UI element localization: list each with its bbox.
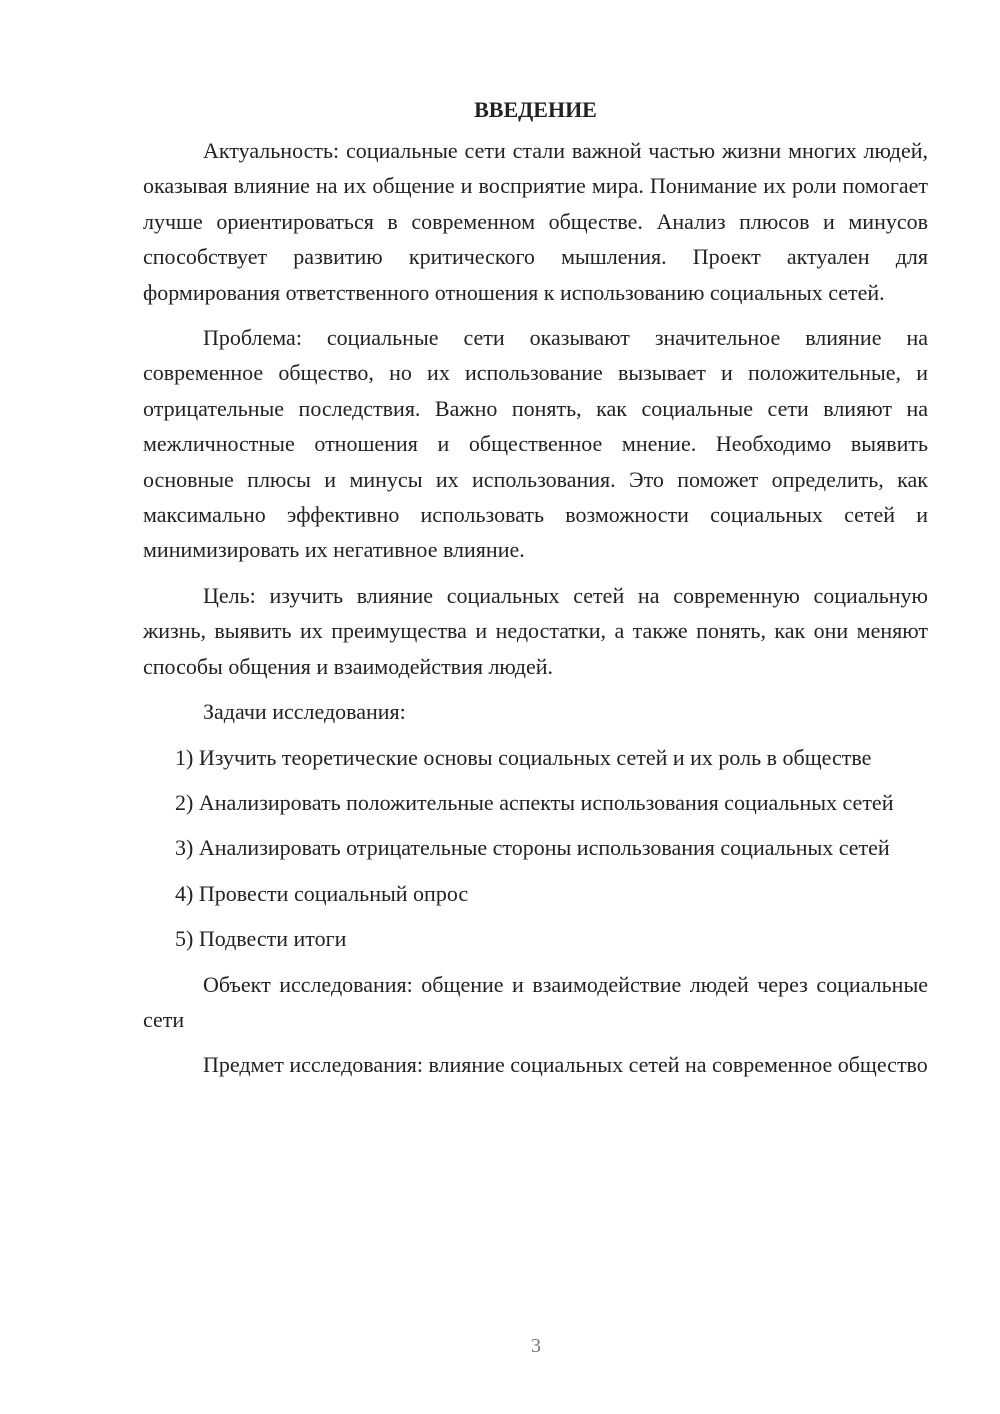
subject-paragraph: Предмет исследования: влияние социальных сетей на современное общество — [203, 1052, 928, 1078]
task-item: 1) Изучить теоретические основы социальных сетей и их роль в обществе — [175, 744, 872, 770]
task-item: 4) Провести социальный опрос — [175, 880, 469, 906]
document-page — [143, 92, 928, 1093]
section-heading: ВВЕДЕНИЕ — [474, 97, 597, 122]
goal-paragraph: Цель: изучить влияние социальных сетей на современную социальную жизнь, выявить их преимущества и недостатки, а также понять, как они меняют способы общения и взаимодействия людей. — [143, 582, 928, 679]
problem-paragraph: Проблема: социальные сети оказывают значительное влияние на современное общество, но их использование вызывает и положительные, и отрицательные последствия. Важно понять, как социальные сети влияют на межличностные отношения и общественное мнение. Необходимо выявить основные плюсы и минусы их использования. Это поможет определить, как максимально эффективно использовать возможности социальных сетей и минимизировать их негативное влияние. — [143, 325, 928, 563]
task-item: 5) Подвести итоги — [175, 926, 347, 952]
object-paragraph: Объект исследования: общение и взаимодействие людей через социальные сети — [143, 971, 928, 1032]
task-item: 2) Анализировать положительные аспекты использования социальных сетей — [175, 789, 894, 815]
tasks-heading: Задачи исследования: — [203, 699, 406, 725]
relevance-paragraph: Актуальность: социальные сети стали важной частью жизни многих людей, оказывая влияние на их общение и восприятие мира. Понимание их роли помогает лучше ориентироваться в современном обществе. Анализ плюсов и минусов способствует развитию критического мышления. Проект актуален для формирования ответственного отношения к использованию социальных сетей. — [143, 138, 928, 305]
task-item: 3) Анализировать отрицательные стороны использования социальных сетей — [175, 835, 890, 861]
page-number: 3 — [531, 1335, 541, 1357]
